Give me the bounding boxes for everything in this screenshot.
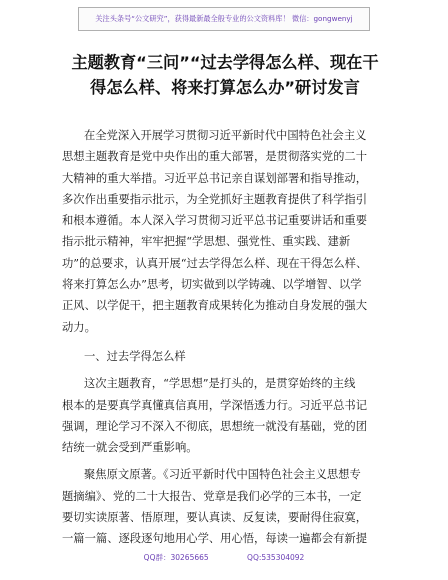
title-line-2: 得怎么样、将来打算怎么办”研讨发言 bbox=[90, 78, 360, 97]
paragraph-line: 结统一就会受到严重影响。 bbox=[62, 441, 198, 455]
paragraph-line: 动力。 bbox=[62, 320, 96, 334]
paragraph-line: 题摘编》、党的二十大报告、党章是我们必学的三本书，一定 bbox=[62, 489, 362, 503]
paragraph-line: 大精神的重大举措。习近平总书记亲自谋划部署和指导推动， bbox=[62, 171, 368, 185]
footer-qq-contact: QQ:535304092 bbox=[247, 553, 305, 562]
document-title bbox=[30, 50, 420, 100]
paragraph-line: 功”的总要求，认真开展“过去学得怎么样、现在干得怎么样、 bbox=[62, 256, 368, 270]
top-banner bbox=[78, 7, 370, 31]
paragraph-line: 要切实读原著、悟原理，要认真读、反复读，要耐得住寂寞， bbox=[62, 511, 368, 525]
document-body bbox=[62, 125, 392, 550]
paragraph-line: 正风、以学促干，把主题教育成果转化为推动自身发展的强大 bbox=[62, 299, 368, 313]
paragraph-line: 多次作出重要指示批示，为全党抓好主题教育提供了科学指引 bbox=[62, 192, 368, 206]
title-line-1: 主题教育“三问”“过去学得怎么样、现在干 bbox=[71, 53, 379, 72]
paragraph-line: 这次主题教育，“学思想”是打头的，是贯穿始终的主线 bbox=[84, 377, 356, 391]
paragraph-line: 聚焦原文原著。《习近平新时代中国特色社会主义思想专 bbox=[84, 468, 361, 482]
paragraph-line: 思想主题教育是党中央作出的重大部署，是贯彻落实党的二十 bbox=[62, 150, 368, 164]
paragraph-line: 和根本遵循。本人深入学习贯彻习近平总书记重要讲话和重要 bbox=[62, 214, 368, 228]
footer-qq-group: QQ群：30265665 bbox=[143, 553, 209, 562]
page-footer bbox=[0, 552, 448, 563]
banner-text: 关注头条号“公文研究”，获得最新最全般专业的公文资料库！ 微信：gongwenyj bbox=[95, 14, 353, 23]
paragraph-line: 一篇一篇、逐段逐句地用心学、用心悟，每读一遍都会有新提 bbox=[62, 532, 368, 546]
paragraph-line: 将来打算怎么办”思考，切实做到以学铸魂、以学增智、以学 bbox=[62, 278, 362, 292]
paragraph-line: 在全党深入开展学习贯彻习近平新时代中国特色社会主义 bbox=[84, 129, 367, 142]
paragraph-line: 指示批示精神，牢牢把握“学思想、强党性、重实践、建新 bbox=[62, 235, 351, 249]
section-heading: 一、过去学得怎么样 bbox=[84, 349, 186, 363]
paragraph-line: 强调，理论学习不深入不彻底，思想统一就没有基础，党的团 bbox=[62, 419, 368, 433]
paragraph-line: 根本的是要真学真懂真信真用，学深悟透力行。习近平总书记 bbox=[62, 398, 368, 412]
